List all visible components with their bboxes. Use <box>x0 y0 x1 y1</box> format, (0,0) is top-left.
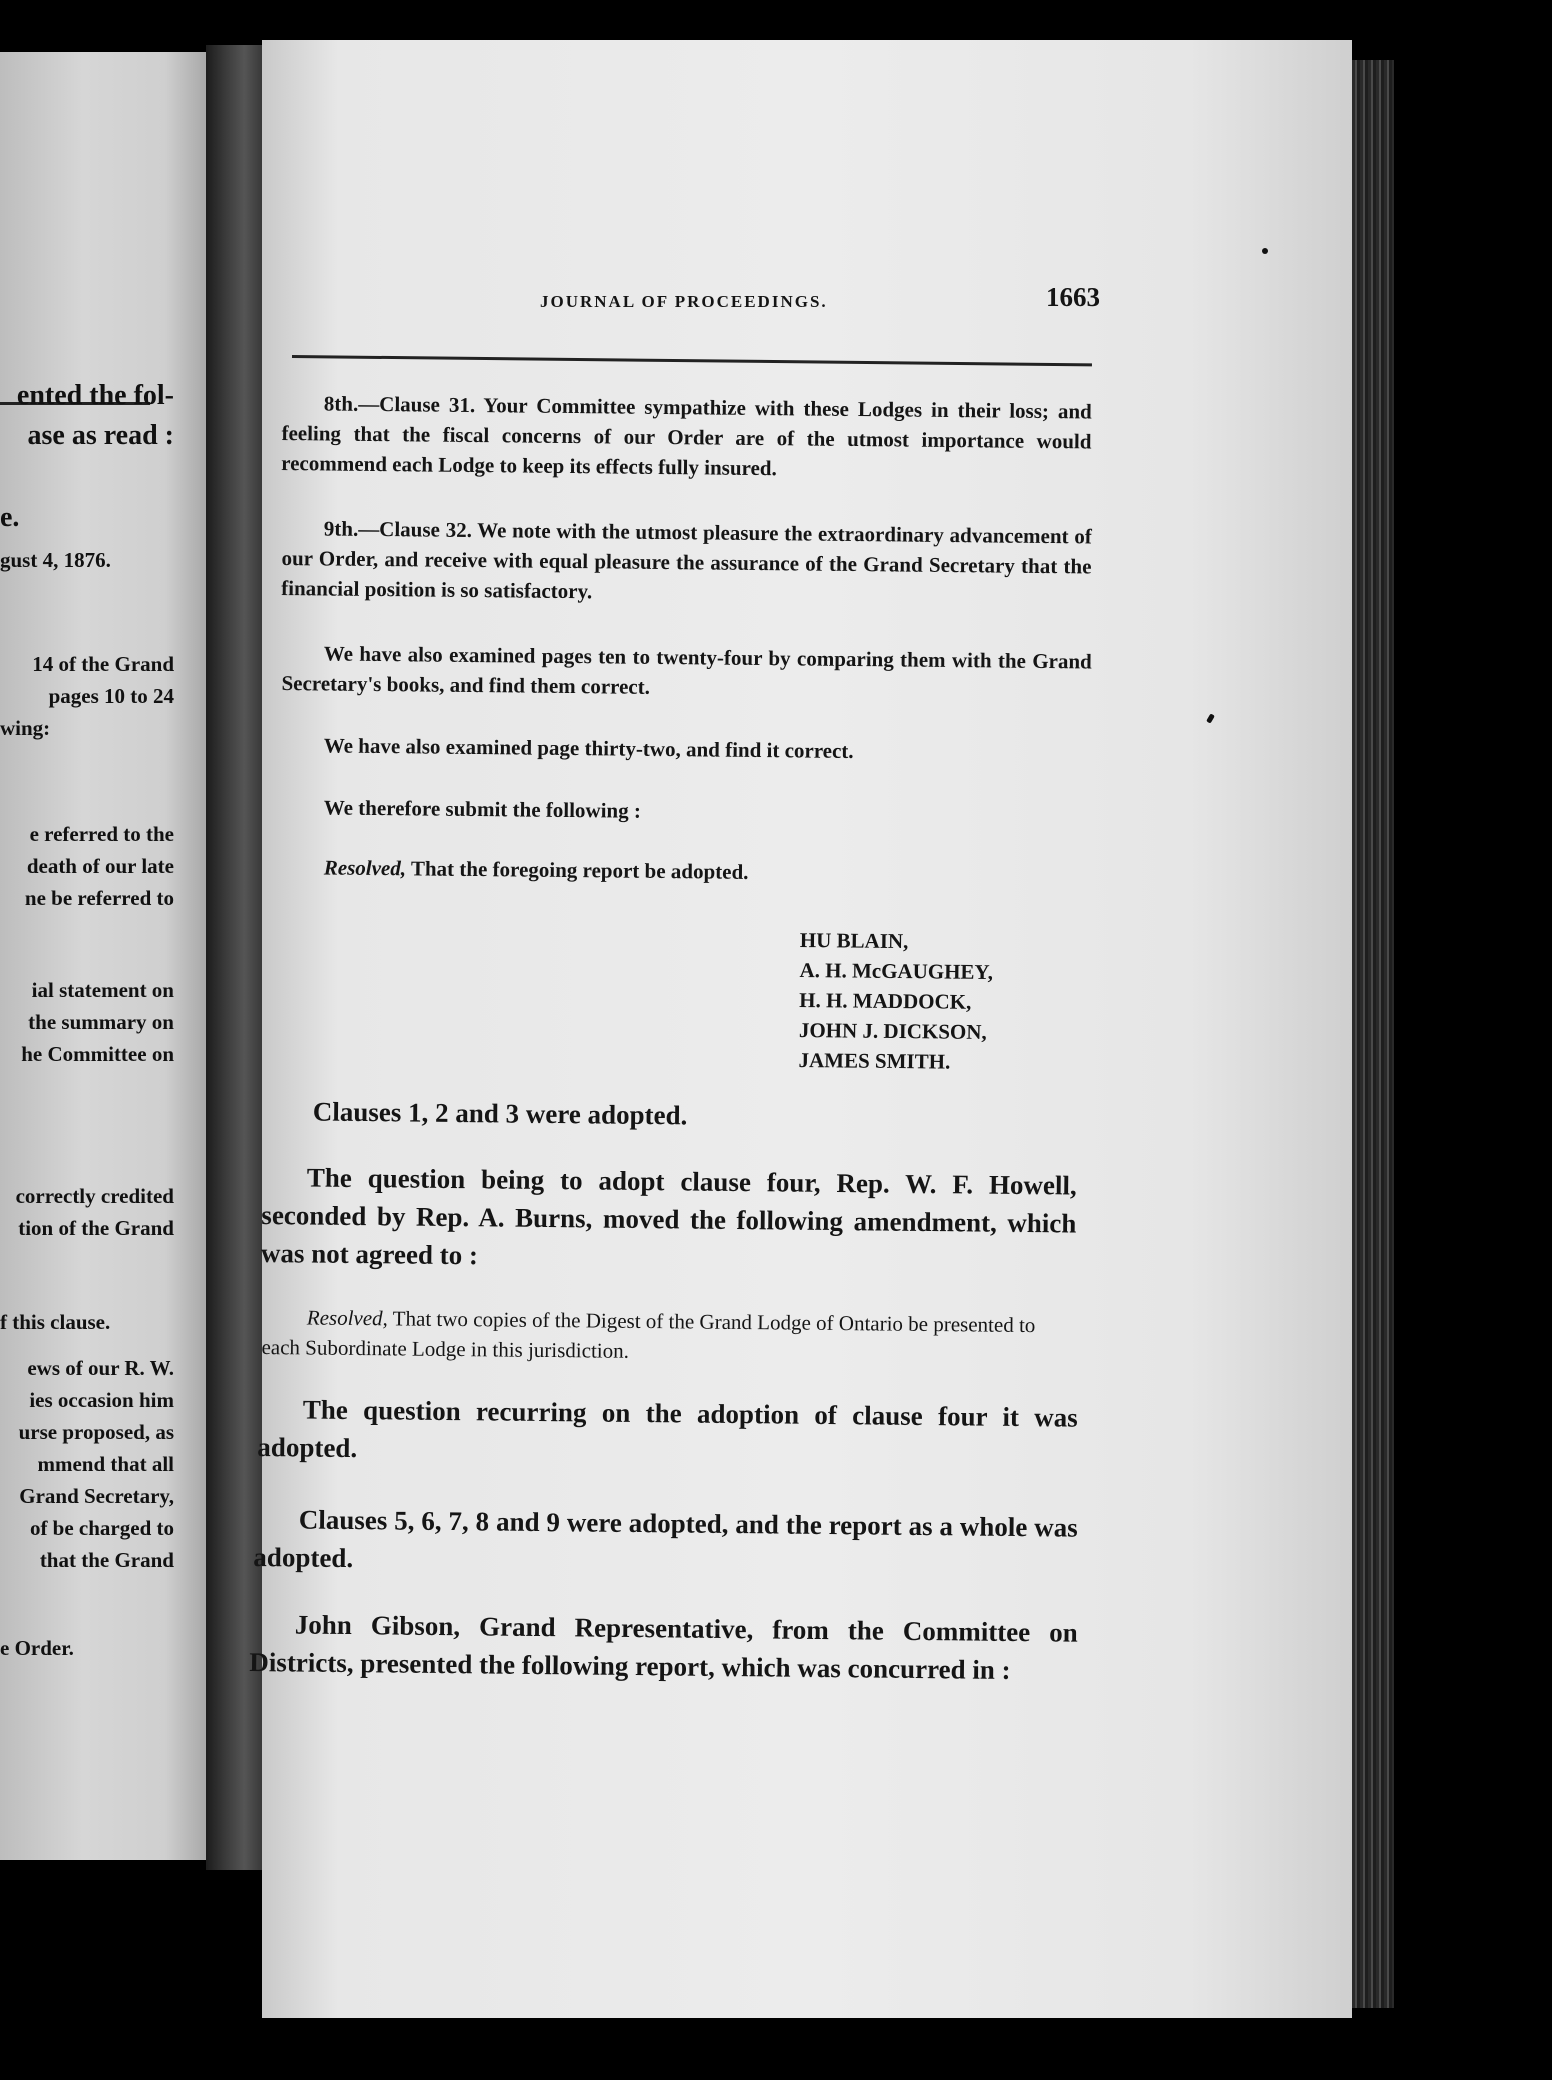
signer: JAMES SMITH. <box>798 1047 951 1074</box>
clauses-adopted-paragraph: Clauses 1, 2 and 3 were adopted. <box>312 1096 688 1131</box>
page-header <box>270 282 1100 322</box>
left-page-line: that the Grand <box>39 1548 174 1572</box>
report-clause-8-block <box>281 388 1092 486</box>
left-page-line: the summary on <box>28 1010 174 1034</box>
left-page-line: gust 4, 1876. <box>0 548 111 572</box>
left-page-line: mmend that all <box>37 1452 174 1476</box>
clause-four-paragraph: The question being to adopt clause four, Rep. W. F. Howell, seconded by Rep. A. Burns, moved the following amendment, which was not agreed to : <box>260 1162 1077 1271</box>
left-page-line: correctly credited <box>15 1184 174 1208</box>
page-32-paragraph: We have also examined page thirty-two, and find it correct. <box>323 733 854 763</box>
committee-signers <box>798 925 1100 1078</box>
page-number: 1663 <box>1046 282 1100 312</box>
recurring-paragraph: The question recurring on the adoption of clause four it was adopted. <box>257 1394 1078 1464</box>
left-page-line: ews of our R. W. <box>27 1356 174 1380</box>
left-page-line: pages 10 to 24 <box>48 684 174 708</box>
clause-8-paragraph: 8th.—Clause 31. Your Committee sympathize with these Lodges in their loss; and feeling that the fiscal concerns of our Order are of the utmost importance would recommend each Lodge to keep its effects fully insured. <box>281 391 1092 481</box>
left-page-line: ies occasion him <box>29 1388 174 1412</box>
gibson-block <box>249 1605 1078 1690</box>
amendment-block <box>261 1302 1077 1371</box>
clause-four-block <box>261 1158 1077 1281</box>
ink-speck <box>1262 248 1268 254</box>
left-page-line: wing: <box>0 716 51 740</box>
clause-9-paragraph: 9th.—Clause 32. We note with the utmost pleasure the extraordinary advancement of our Order, and receive with equal pleasure the assurance of the Grand Secretary that the financial position is so satisfactory. <box>281 516 1092 604</box>
left-page-line: urse proposed, as <box>18 1420 174 1444</box>
left-page-line: e referred to the <box>29 822 174 846</box>
left-page-line: ase as read : <box>27 420 174 451</box>
signer: A. H. McGAUGHEY, <box>799 957 994 985</box>
clauses-5-9-paragraph: Clauses 5, 6, 7, 8 and 9 were adopted, and the report as a whole was adopted. <box>253 1504 1078 1574</box>
resolved-text: That the foregoing report be adopted. <box>405 856 749 884</box>
pages-examined-paragraph: We have also examined pages ten to twenty-four by comparing them with the Grand Secretary's books, and find them correct. <box>281 641 1092 699</box>
left-page-line: e. <box>0 502 20 533</box>
pages-examined-block <box>281 638 1092 706</box>
left-page-line: he Committee on <box>21 1042 174 1066</box>
left-page-line: of be charged to <box>29 1516 174 1540</box>
page-edges <box>1352 60 1394 2008</box>
amendment-resolved-label: Resolved, <box>306 1305 389 1331</box>
gibson-paragraph: John Gibson, Grand Representative, from the Committee on Districts, presented the following report, which was concurred in : <box>249 1609 1078 1685</box>
left-page-line: e Order. <box>0 1636 74 1660</box>
left-page-line: tion of the Grand <box>18 1216 174 1240</box>
signer: JOHN J. DICKSON, <box>798 1017 987 1044</box>
report-clause-9-block <box>281 513 1092 611</box>
left-page-line: Grand Secretary, <box>19 1484 174 1508</box>
amendment-resolution <box>261 1302 1077 1371</box>
left-page-line: 14 of the Grand <box>32 652 174 676</box>
running-head: JOURNAL OF PROCEEDINGS. <box>540 292 828 311</box>
amendment-resolved-text: That two copies of the Digest of the Grand Lodge of Ontario be presented to each Subordinate Lodge in this jurisdiction. <box>261 1306 1036 1363</box>
left-page-line: f this clause. <box>0 1310 111 1334</box>
submit-paragraph: We therefore submit the following : <box>323 795 642 823</box>
clauses-5-9-block <box>253 1500 1078 1585</box>
left-page-line: death of our late <box>26 854 174 878</box>
left-page-line: ial statement on <box>31 978 174 1002</box>
resolved-label: Resolved, <box>323 855 407 881</box>
recurring-block <box>257 1390 1078 1475</box>
left-facing-page <box>0 52 206 1860</box>
book-gutter <box>206 45 270 1870</box>
signer: H. H. MADDOCK, <box>799 987 972 1014</box>
left-page-line: ented the fol- <box>16 380 174 411</box>
left-page-line: ne be referred to <box>24 886 174 910</box>
signer: HU BLAIN, <box>799 927 909 954</box>
